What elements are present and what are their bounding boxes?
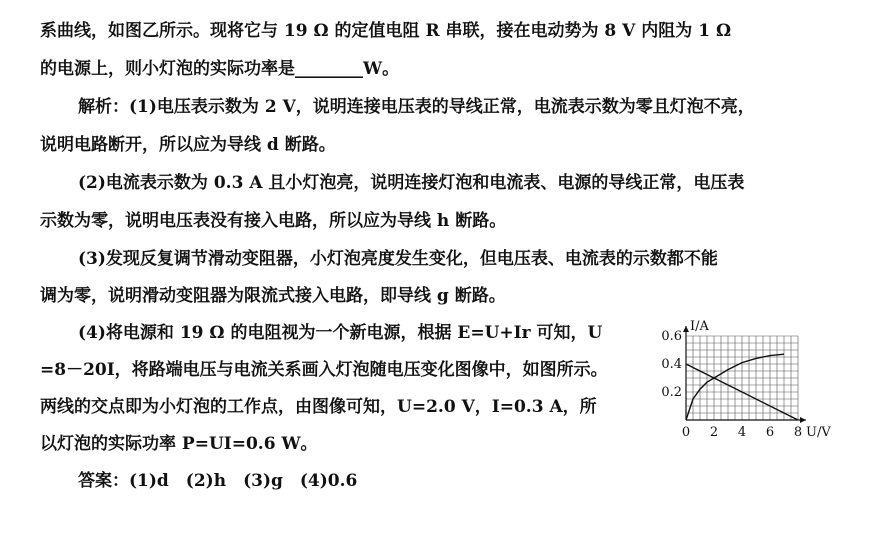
answer-label: 答案： [78,471,129,491]
x-axis-arrow [800,417,806,423]
text-line-7: (3)发现反复调节滑动变阻器，小灯泡亮度发生变化，但电压表、电流表的示数都不能 [78,249,718,269]
y-tick-label: 0.6 [661,329,682,344]
text-line-12: 以灯泡的实际功率 P=UI=0.6 W。 [40,434,318,454]
iu-chart [648,316,848,446]
text-line-8: 调为零，说明滑动变阻器为限流式接入电路，即导线 g 断路。 [40,286,506,306]
text-line-9: (4)将电源和 19 Ω 的电阻视为一个新电源，根据 E=U+Ir 可知，U [78,323,603,343]
text-line-2: 的电源上，则小灯泡的实际功率是________W。 [40,59,400,79]
analysis-part-1: (1)电压表示数为 2 V，说明连接电压表的导线正常，电流表示数为零且灯泡不亮， [129,97,755,117]
y-tick-label: 0.2 [661,385,682,400]
text-line-5: (2)电流表示数为 0.3 A 且小灯泡亮，说明连接灯泡和电流表、电源的导线正常，电压表 [78,173,745,193]
text-line-1: 系曲线，如图乙所示。现将它与 19 Ω 的定值电阻 R 串联，接在电动势为 8 V 内阻为 1 Ω [40,21,732,41]
y-axis-label: I/A [690,319,709,334]
analysis-label: 解析： [78,97,129,117]
text-line-11: 两线的交点即为小灯泡的工作点，由图像可知，U=2.0 V，I=0.3 A，所 [40,397,597,417]
text-line-4: 说明电路断开，所以应为导线 d 断路。 [40,135,336,155]
text-line-6: 示数为零，说明电压表没有接入电路，所以应为导线 h 断路。 [40,211,507,231]
answer-values: (1)d (2)h (3)g (4)0.6 [129,471,358,491]
x-tick-label: 2 [709,425,719,440]
x-tick-label: 0 [681,425,691,440]
x-tick-label: 4 [737,425,747,440]
y-axis-arrow [683,326,689,332]
text-line-3 [78,96,755,118]
text-line-10: =8－20I，将路端电压与电流关系画入灯泡随电压变化图像中，如图所示。 [40,360,608,380]
x-tick-label: 8 [793,425,803,440]
answer-line [78,470,357,492]
x-axis-label: U/V [806,425,831,440]
x-tick-label: 6 [765,425,775,440]
y-tick-label: 0.4 [661,357,682,372]
